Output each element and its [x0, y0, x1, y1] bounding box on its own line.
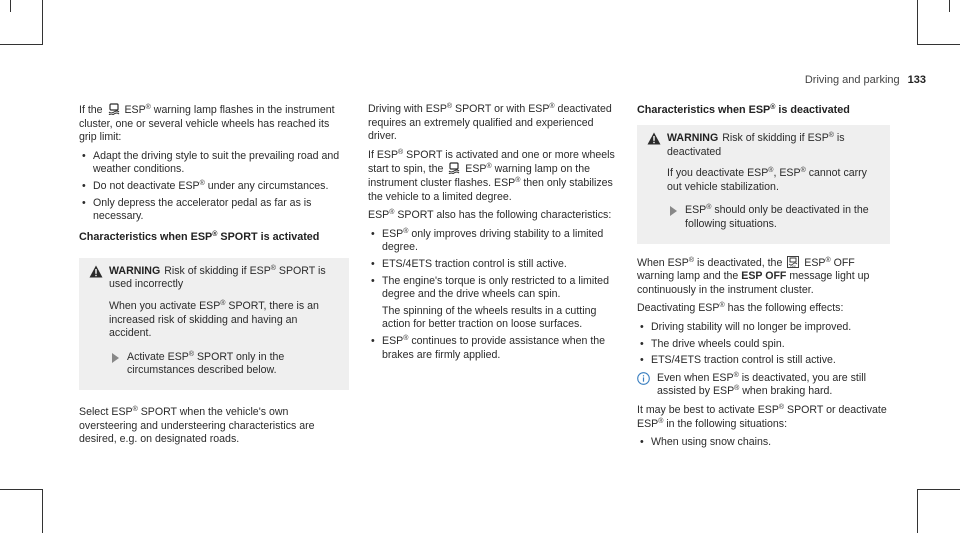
characteristics-list — [368, 228, 624, 362]
svg-text:OFF: OFF — [790, 263, 797, 268]
crop-mark — [917, 44, 960, 45]
section-title: Driving and parking — [804, 74, 900, 86]
list-item: • ETS/4ETS traction control is still active. — [637, 354, 890, 368]
crop-mark — [42, 489, 43, 533]
paragraph: ESP® SPORT also has the following characteristics: — [368, 209, 612, 222]
warning-label: WARNING — [109, 264, 161, 277]
column-right — [637, 103, 890, 454]
warning-triangle-icon — [647, 132, 661, 145]
outro-paragraph: Select ESP® SPORT when the vehicle's own oversteering and understeering characteristics are desired, e.g. on designated roads. — [79, 405, 315, 446]
paragraph: Driving with ESP® SPORT or with ESP® deactivated requires an extremely qualified and experienced driver. — [368, 103, 612, 143]
instruction-step: ESP® should only be deactivated in the following situations. — [667, 204, 880, 231]
paragraph: When ESP® is deactivated, the OFF ESP® OFF warning lamp and the ESP OFF message light up continuously in the instrument cluster. — [637, 256, 870, 296]
list-item: • ESP® continues to provide assistance when the brakes are firmly applied. — [368, 335, 624, 362]
info-note: Even when ESP® is deactivated, you are still assisted by ESP® when braking hard. — [637, 372, 890, 399]
crop-mark — [917, 489, 918, 533]
warning-box — [79, 258, 349, 390]
warning-body: If you deactivate ESP®, ESP® cannot carry out vehicle stabilization. — [667, 167, 867, 193]
list-item: • ESP® only improves driving stability to a limited degree. — [368, 228, 624, 255]
section-heading: Characteristics when ESP® is deactivated — [637, 104, 850, 116]
crop-mark — [917, 489, 960, 490]
warning-label: WARNING — [667, 132, 719, 144]
page-number: 133 — [907, 74, 926, 86]
esp-warning-icon — [108, 103, 120, 115]
list-item: • Do not deactivate ESP® under any circumstances. — [79, 180, 349, 194]
warning-body: When you activate ESP® SPORT, there is an increased risk of skidding and having an accident. — [109, 299, 319, 340]
column-middle — [368, 103, 624, 366]
list-item: • Driving stability will no longer be improved. — [637, 321, 890, 335]
crop-mark — [0, 489, 43, 490]
warning-triangle-icon — [89, 265, 103, 278]
intro-list — [79, 150, 349, 224]
instruction-step: Activate ESP® SPORT only in the circumstances described below. — [109, 351, 339, 378]
warning-box — [637, 125, 890, 244]
paragraph: It may be best to activate ESP® SPORT or deactivate ESP® in the following situations: — [637, 403, 887, 430]
list-item: • Adapt the driving style to suit the prevailing road and weather conditions. — [79, 150, 349, 177]
arrow-right-icon — [670, 206, 677, 216]
warning-header: WARNING Risk of skidding if ESP® is deactivated — [647, 132, 880, 159]
crop-mark — [0, 44, 43, 45]
paragraph: If ESP® SPORT is activated and one or more wheels start to spin, the ESP® warning lamp on the instrument cluster flashes. ESP® then only stabilizes the vehicle to a limited degree. — [368, 148, 615, 203]
situations-list — [637, 436, 890, 450]
paragraph: Deactivating ESP® has the following effects: — [637, 302, 844, 315]
list-item: • The engine's torque is only restricted to a limited degree and the drive wheels can spin. The spinning of the wheels results in a cutting action for better traction on loose surfaces. — [368, 275, 624, 332]
warning-header: WARNING Risk of skidding if ESP® SPORT is used incorrectly — [89, 265, 339, 292]
list-item: • Only depress the accelerator pedal as far as is necessary. — [79, 197, 349, 224]
section-heading: Characteristics when ESP® SPORT is activated — [79, 230, 320, 243]
column-left — [79, 103, 349, 452]
running-header — [805, 74, 926, 88]
list-item: • ETS/4ETS traction control is still active. — [368, 258, 624, 272]
list-item: • When using snow chains. — [637, 436, 890, 450]
list-subparagraph: The spinning of the wheels results in a cutting action for better traction on loose surfaces. — [382, 304, 597, 331]
crop-mark — [42, 0, 43, 45]
crop-mark — [917, 0, 918, 45]
effects-list — [637, 321, 890, 368]
esp-warning-icon — [448, 162, 460, 174]
info-icon — [637, 372, 650, 385]
crop-mark — [949, 0, 950, 12]
esp-off-icon — [787, 256, 799, 268]
arrow-right-icon — [112, 353, 119, 363]
crop-mark — [10, 0, 11, 12]
list-item: • The drive wheels could spin. — [637, 338, 890, 352]
intro-paragraph: If the ESP® warning lamp flashes in the instrument cluster, one or several vehicle wheels has reached its grip limit: — [79, 104, 335, 144]
